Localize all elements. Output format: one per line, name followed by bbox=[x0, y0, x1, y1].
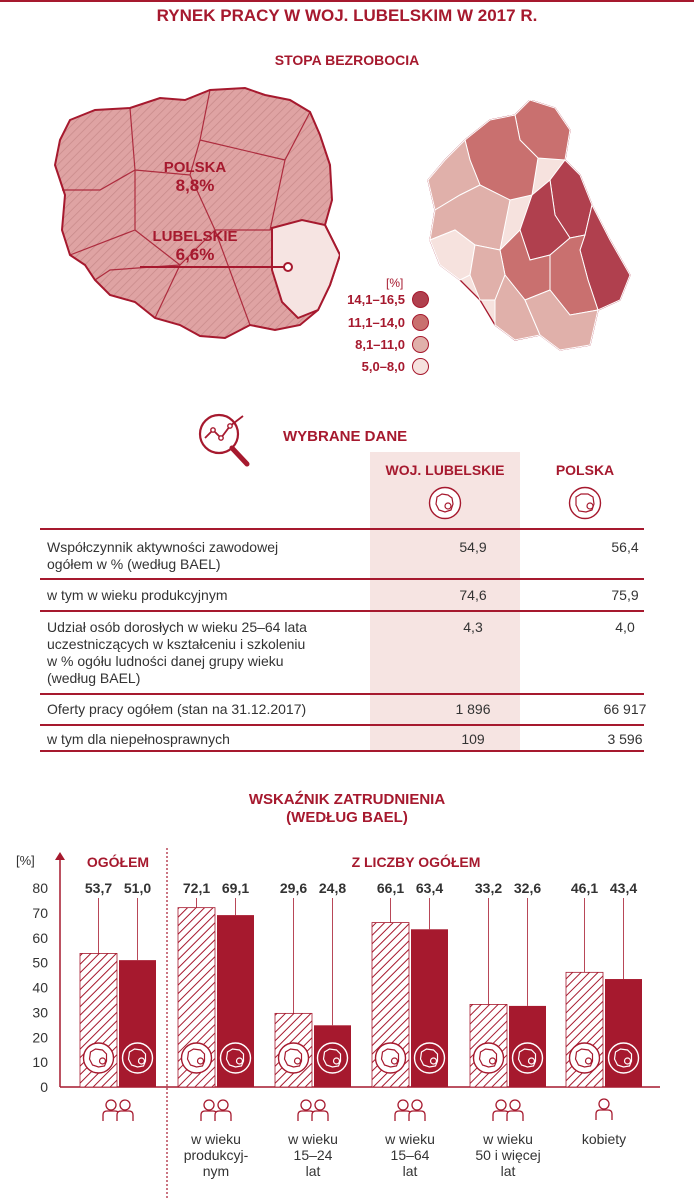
value-label-country: 32,6 bbox=[513, 880, 542, 896]
poland-value: 8,8% bbox=[175, 176, 215, 195]
region-map-icon bbox=[182, 1043, 212, 1073]
page-title: RYNEK PRACY W WOJ. LUBELSKIM W 2017 R. bbox=[156, 6, 538, 25]
value-label-region: 53,7 bbox=[84, 880, 113, 896]
category-label: 15–24 bbox=[293, 1147, 333, 1163]
y-axis-arrow bbox=[55, 852, 65, 860]
legend-swatch-4 bbox=[412, 358, 429, 375]
value-label-country: 43,4 bbox=[609, 880, 638, 896]
poland-map-icon bbox=[221, 1043, 251, 1073]
category-label: kobiety bbox=[581, 1131, 627, 1147]
row-label: Współczynnik aktywności zawodowej ogółem w % (według BAEL) bbox=[47, 539, 279, 572]
value-label-region: 29,6 bbox=[279, 880, 308, 896]
row-label: Oferty pracy ogółem (stan na 31.12.2017) bbox=[47, 701, 307, 717]
y-axis-unit: [%] bbox=[16, 853, 35, 868]
legend-label-1: 14,1–16,5 bbox=[347, 292, 405, 307]
category-label: lat bbox=[500, 1163, 516, 1179]
value-label-country: 24,8 bbox=[318, 880, 347, 896]
row-label: w tym w wieku produkcyjnym bbox=[47, 587, 228, 603]
row-value-region: 1 896 bbox=[455, 701, 491, 717]
row-value-region: 4,3 bbox=[463, 619, 483, 635]
title-line bbox=[0, 0, 694, 2]
table-rule bbox=[40, 610, 644, 612]
region-map-icon bbox=[428, 486, 462, 520]
region-map-icon bbox=[474, 1043, 504, 1073]
y-tick-label: 10 bbox=[32, 1054, 48, 1071]
category-label: nym bbox=[202, 1163, 230, 1179]
y-tick-label: 60 bbox=[32, 929, 48, 946]
y-tick-label: 30 bbox=[32, 1004, 48, 1021]
chart-title: WSKAŹNIK ZATRUDNIENIA (WEDŁUG BAEL) bbox=[248, 791, 446, 826]
category-label: w wieku bbox=[288, 1131, 338, 1147]
region-map-icon bbox=[279, 1043, 309, 1073]
value-label-region: 72,1 bbox=[182, 880, 211, 896]
region-value: 6,6% bbox=[175, 245, 215, 264]
col-head-region: WOJ. LUBELSKIE bbox=[385, 462, 505, 478]
col-head-country: POLSKA bbox=[555, 462, 615, 478]
table-rule bbox=[40, 693, 644, 695]
legend-swatch-1 bbox=[412, 291, 429, 308]
legend-label-4: 5,0–8,0 bbox=[361, 359, 405, 374]
employment-chart bbox=[0, 840, 694, 1198]
people-icon bbox=[117, 1100, 133, 1121]
table-rule bbox=[40, 578, 644, 580]
poland-map-icon bbox=[609, 1043, 639, 1073]
category-label: w wieku bbox=[385, 1131, 435, 1147]
row-label: Udział osób dorosłych w wieku 25–64 lata uczestniczących w kształceniu i szkoleniu w % ogółu ludności danej grupy wieku (według BAEL) bbox=[47, 619, 307, 686]
value-label-country: 69,1 bbox=[221, 880, 250, 896]
selected-data-title: WYBRANE DANE bbox=[283, 428, 408, 445]
category-label: produkcyj- bbox=[183, 1147, 249, 1163]
row-value-country: 75,9 bbox=[611, 587, 639, 603]
region-map-icon bbox=[570, 1043, 600, 1073]
poland-map-icon bbox=[318, 1043, 348, 1073]
row-value-country: 56,4 bbox=[611, 539, 639, 555]
category-label: w wieku bbox=[483, 1131, 533, 1147]
group-header-of-which: Z LICZBY OGÓŁEM bbox=[351, 854, 481, 870]
magnifier-chart-icon bbox=[195, 408, 255, 470]
value-label-region: 46,1 bbox=[570, 880, 599, 896]
poland-label: POLSKA bbox=[163, 159, 227, 176]
y-tick-label: 40 bbox=[32, 979, 48, 996]
row-value-country: 3 596 bbox=[607, 731, 643, 747]
row-value-region: 54,9 bbox=[459, 539, 487, 555]
people-icon bbox=[215, 1100, 231, 1121]
region-map-icon bbox=[84, 1043, 114, 1073]
value-label-region: 33,2 bbox=[474, 880, 503, 896]
y-tick-label: 0 bbox=[40, 1079, 48, 1095]
category-label: 50 i więcej bbox=[475, 1147, 541, 1163]
people-icon bbox=[312, 1100, 328, 1121]
people-icon bbox=[507, 1100, 523, 1121]
y-tick-label: 20 bbox=[32, 1029, 48, 1046]
row-value-region: 74,6 bbox=[459, 587, 487, 603]
y-tick-label: 50 bbox=[32, 954, 48, 971]
poland-map bbox=[40, 80, 340, 360]
poland-map-icon bbox=[513, 1043, 543, 1073]
poland-map-icon bbox=[415, 1043, 445, 1073]
legend-unit: [%] bbox=[386, 276, 404, 290]
poland-map-icon bbox=[568, 486, 602, 520]
row-label: w tym dla niepełnosprawnych bbox=[47, 731, 230, 747]
category-label: w wieku bbox=[191, 1131, 241, 1147]
y-tick-label: 70 bbox=[32, 904, 48, 921]
region-label: LUBELSKIE bbox=[152, 228, 238, 245]
value-label-region: 66,1 bbox=[376, 880, 405, 896]
lubelskie-districts-map bbox=[420, 100, 650, 360]
table-rule bbox=[40, 724, 644, 726]
value-label-country: 63,4 bbox=[415, 880, 444, 896]
table-rule-bottom bbox=[40, 750, 644, 752]
row-value-country: 4,0 bbox=[615, 619, 635, 635]
people-icon bbox=[409, 1100, 425, 1121]
legend-swatch-2 bbox=[412, 314, 429, 331]
poland-map-icon bbox=[123, 1043, 153, 1073]
table-rule-top bbox=[40, 528, 644, 530]
woman-icon bbox=[596, 1099, 612, 1120]
row-value-region: 109 bbox=[461, 731, 485, 747]
legend-label-3: 8,1–11,0 bbox=[355, 337, 405, 352]
category-label: 15–64 bbox=[390, 1147, 430, 1163]
region-map-icon bbox=[376, 1043, 406, 1073]
category-label: lat bbox=[305, 1163, 321, 1179]
y-tick-label: 80 bbox=[32, 880, 48, 896]
category-label: lat bbox=[402, 1163, 418, 1179]
value-label-country: 51,0 bbox=[123, 880, 152, 896]
row-value-country: 66 917 bbox=[603, 701, 647, 717]
section-subtitle-unemployment: STOPA BEZROBOCIA bbox=[274, 52, 420, 68]
group-header-total: OGÓŁEM bbox=[86, 854, 150, 870]
legend-label-2: 11,1–14,0 bbox=[347, 315, 405, 330]
legend-swatch-3 bbox=[412, 336, 429, 353]
